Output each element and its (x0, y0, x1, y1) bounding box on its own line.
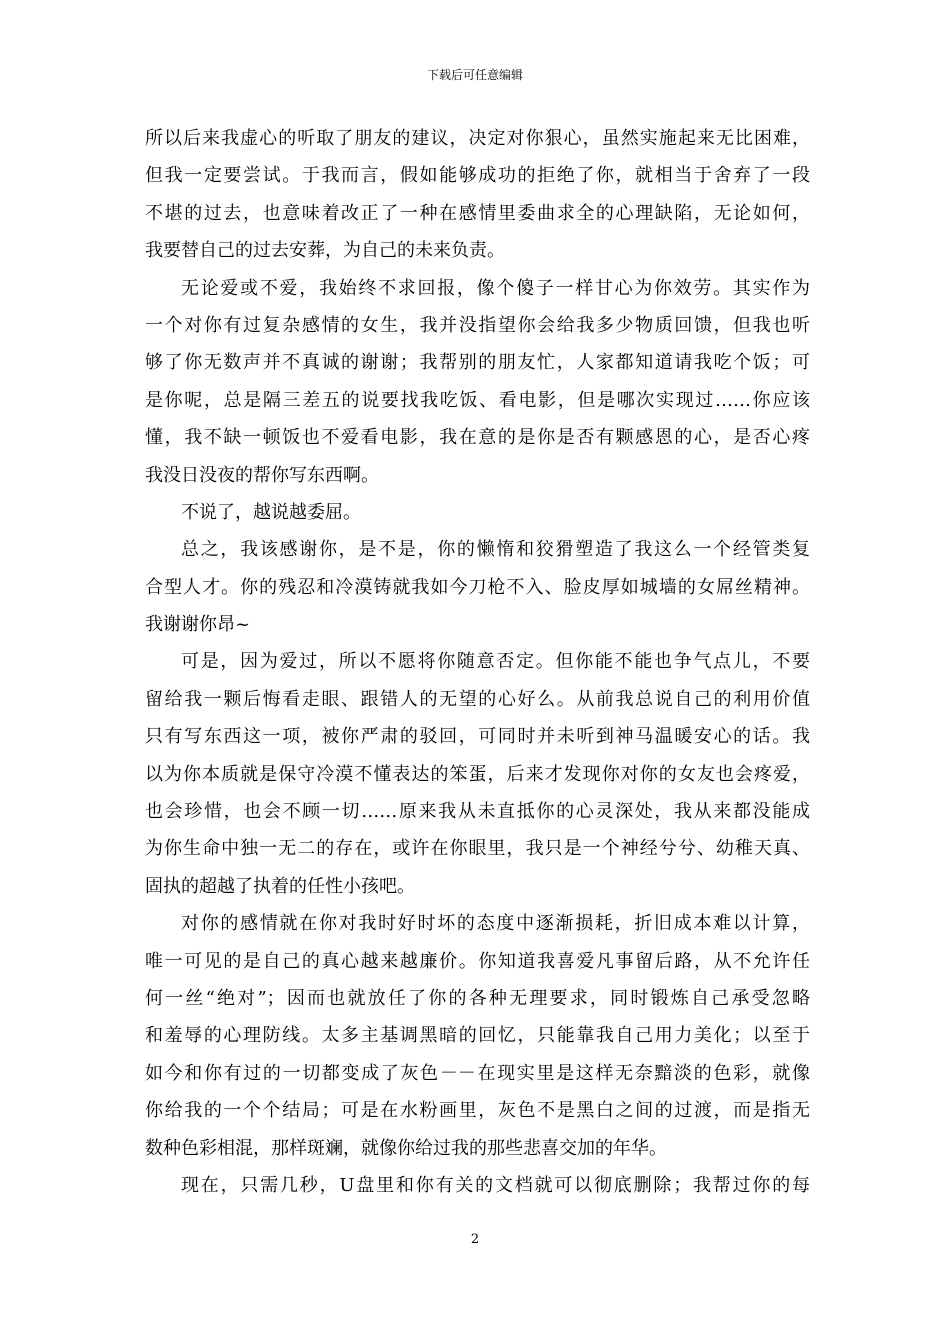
text-line: 留给我一颗后悔看走眼、跟错人的无望的心好么。从前我总说自己的利用价值 (145, 688, 810, 710)
text-line: 如今和你有过的一切都变成了灰色－－在现实里是这样无奈黯淡的色彩，就像 (145, 1062, 810, 1084)
page-number: 2 (470, 1232, 480, 1247)
text-line: 我谢谢你昂~ (145, 614, 251, 636)
text-line: 一个对你有过复杂感情的女生，我并没指望你会给我多少物质回馈，但我也听 (145, 314, 810, 336)
text-line: 不说了，越说越委屈。 (181, 501, 361, 523)
text-line: 是你呢，总是隔三差五的说要找我吃饭、看电影，但是哪次实现过……你应该 (145, 389, 810, 411)
text-line: 数种色彩相混，那样斑斓，就像你给过我的那些悲喜交加的年华。 (145, 1137, 667, 1159)
text-line: 固执的超越了执着的任性小孩吧。 (145, 875, 415, 897)
text-line: 我要替自己的过去安葬，为自己的未来负责。 (145, 240, 505, 262)
text-line: 够了你无数声并不真诚的谢谢；我帮别的朋友忙，人家都知道请我吃个饭；可 (145, 352, 810, 374)
text-line: 和羞辱的心理防线。太多主基调黑暗的回忆，只能靠我自己用力美化；以至于 (145, 1025, 810, 1047)
text-line: 何一丝“绝对”；因而也就放任了你的各种无理要求，同时锻炼自己承受忽略 (145, 987, 810, 1009)
text-line: 合型人才。你的残忍和冷漠铸就我如今刀枪不入、脸皮厚如城墙的女屌丝精神。 (145, 576, 810, 598)
body-text (145, 120, 810, 1204)
text-line: 只有写东西这一项，被你严肃的驳回，可同时并未听到神马温暖安心的话。我 (145, 726, 810, 748)
text-line: 我没日没夜的帮你写东西啊。 (145, 464, 379, 486)
text-line: 但我一定要尝试。于我而言，假如能够成功的拒绝了你，就相当于舍弃了一段 (145, 165, 810, 187)
text-line: 现在，只需几秒，U盘里和你有关的文档就可以彻底删除；我帮过你的每 (181, 1174, 810, 1196)
text-line: 对你的感情就在你对我时好时坏的态度中逐渐损耗，折旧成本难以计算， (181, 913, 810, 935)
text-line: 也会珍惜，也会不顾一切……原来我从未直抵你的心灵深处，我从来都没能成 (145, 801, 810, 823)
text-line: 无论爱或不爱，我始终不求回报，像个傻子一样甘心为你效劳。其实作为 (181, 277, 810, 299)
text-line: 唯一可见的是自己的真心越来越廉价。你知道我喜爱凡事留后路，从不允许任 (145, 950, 810, 972)
page-header: 下载后可任意编辑 (426, 68, 523, 82)
text-line: 不堪的过去，也意味着改正了一种在感情里委曲求全的心理缺陷，无论如何， (145, 202, 810, 224)
text-line: 懂，我不缺一顿饭也不爱看电影，我在意的是你是否有颗感恩的心，是否心疼 (145, 427, 810, 449)
text-line: 为你生命中独一无二的存在，或许在你眼里，我只是一个神经兮兮、幼稚天真、 (145, 838, 810, 860)
text-line: 所以后来我虚心的听取了朋友的建议，决定对你狠心，虽然实施起来无比困难， (145, 128, 810, 149)
text-line: 可是，因为爱过，所以不愿将你随意否定。但你能不能也争气点儿，不要 (181, 651, 810, 673)
text-line: 你给我的一个个结局；可是在水粉画里，灰色不是黑白之间的过渡，而是指无 (145, 1100, 810, 1122)
text-line: 总之，我该感谢你，是不是，你的懒惰和狡猾塑造了我这么一个经管类复 (181, 539, 810, 561)
text-line: 以为你本质就是保守冷漠不懂表达的笨蛋，后来才发现你对你的女友也会疼爱， (145, 763, 810, 785)
